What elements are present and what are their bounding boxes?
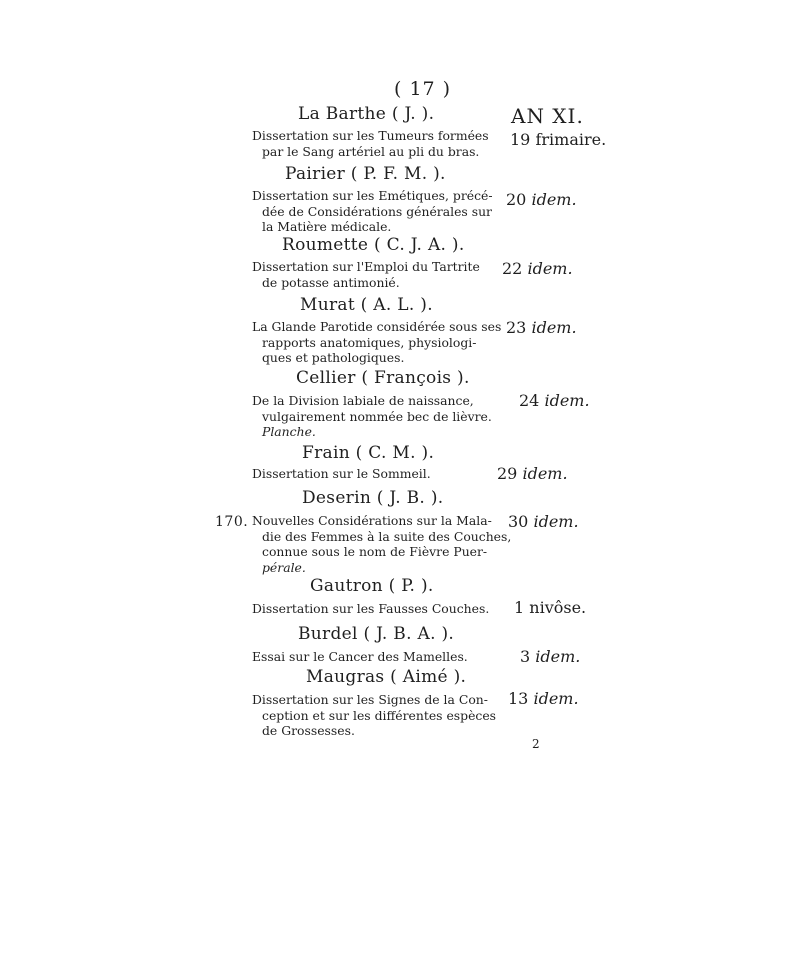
defense-date <box>519 391 590 410</box>
author-name: Murat ( A. L. ). <box>300 295 433 315</box>
date-number: 13 <box>508 689 529 708</box>
defense-date <box>520 647 580 666</box>
year-heading: AN XI. <box>511 104 584 128</box>
date-word: idem. <box>527 259 573 278</box>
defense-date <box>508 512 579 531</box>
date-number: 19 <box>510 130 531 149</box>
title-line: Dissertation sur le Sommeil. <box>252 466 431 481</box>
author-name: Roumette ( C. J. A. ). <box>282 235 465 255</box>
title-line: vulgairement nommée bec de lièvre. <box>262 408 492 424</box>
title-line: die des Femmes à la suite des Couches, <box>262 528 512 544</box>
author-name: Gautron ( P. ). <box>310 576 434 596</box>
date-word: nivôse. <box>529 598 587 617</box>
author-name: Frain ( C. M. ). <box>302 443 435 463</box>
entry-number: 170. <box>215 514 249 530</box>
title-line: Planche. <box>262 424 316 439</box>
thesis-title <box>252 128 489 159</box>
title-line: La Glande Parotide considérée sous ses <box>252 319 502 334</box>
date-number: 30 <box>508 512 529 531</box>
thesis-title <box>252 649 484 665</box>
thesis-title <box>252 466 484 482</box>
defense-date <box>497 464 568 483</box>
title-line: rapports anatomiques, physiologi- <box>262 334 477 350</box>
defense-date <box>506 318 577 337</box>
date-word: idem. <box>535 647 581 666</box>
title-line: ception et sur les différentes espèces <box>262 707 497 723</box>
title-line: Dissertation sur les Tumeurs formées <box>252 128 489 143</box>
thesis-title <box>252 513 512 575</box>
date-word: idem. <box>533 512 579 531</box>
title-line: Nouvelles Considérations sur la Mala- <box>252 513 492 528</box>
title-line: Dissertation sur les Emétiques, précé- <box>252 188 493 203</box>
thesis-title <box>252 393 492 440</box>
thesis-title <box>252 259 484 290</box>
date-number: 3 <box>520 647 531 666</box>
title-line: pérale. <box>262 559 306 575</box>
date-number: 1 <box>514 598 525 617</box>
author-name: Burdel ( J. B. A. ). <box>298 624 455 644</box>
page-number: ( 17 ) <box>394 78 452 100</box>
title-line: ques et pathologiques. <box>262 350 405 365</box>
date-word: frimaire. <box>535 130 607 149</box>
thesis-title <box>252 319 502 366</box>
defense-date <box>506 190 577 209</box>
title-line: par le Sang artériel au pli du bras. <box>262 143 480 159</box>
defense-date <box>502 259 573 278</box>
date-number: 24 <box>519 391 540 410</box>
title-line: dée de Considérations générales sur <box>262 203 492 219</box>
date-number: 29 <box>497 464 518 483</box>
date-number: 22 <box>502 259 523 278</box>
title-line: de potasse antimonié. <box>262 274 400 290</box>
title-line: Essai sur le Cancer des Mamelles. <box>252 649 468 664</box>
title-line: Dissertation sur l'Emploi du Tartrite <box>252 259 480 274</box>
defense-date <box>508 689 579 708</box>
title-line: de Grossesses. <box>262 723 355 738</box>
date-word: idem. <box>522 464 568 483</box>
author-name: Pairier ( P. F. M. ). <box>285 164 446 184</box>
date-word: idem. <box>531 190 577 209</box>
author-name: Maugras ( Aimé ). <box>306 667 467 687</box>
thesis-title <box>252 692 497 739</box>
title-line: connue sous le nom de Fièvre Puer- <box>262 544 488 559</box>
title-line: Dissertation sur les Signes de la Con- <box>252 692 488 707</box>
author-name: La Barthe ( J. ). <box>298 104 435 124</box>
author-name: Cellier ( François ). <box>296 368 470 388</box>
signature-mark: 2 <box>532 737 540 751</box>
date-number: 20 <box>506 190 527 209</box>
date-word: idem. <box>531 318 577 337</box>
date-word: idem. <box>544 391 590 410</box>
thesis-title <box>252 601 490 617</box>
date-number: 23 <box>506 318 527 337</box>
title-line: la Matière médicale. <box>262 219 392 234</box>
defense-date <box>510 130 606 149</box>
title-line: Dissertation sur les Fausses Couches. <box>252 601 490 616</box>
author-name: Deserin ( J. B. ). <box>302 488 444 508</box>
thesis-title <box>252 188 493 235</box>
defense-date <box>514 598 586 617</box>
date-word: idem. <box>533 689 579 708</box>
title-line: De la Division labiale de naissance, <box>252 393 474 408</box>
